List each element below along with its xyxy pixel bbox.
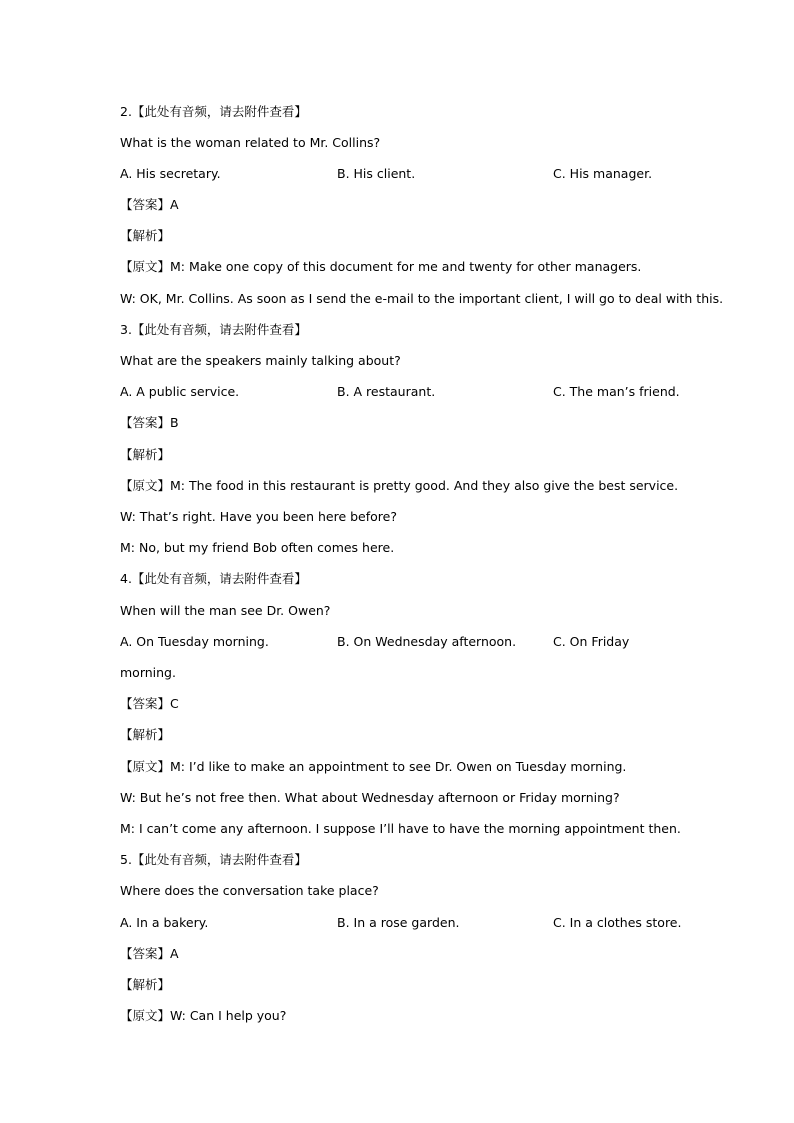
option-c: C. In a clothes store.: [553, 915, 682, 930]
option-b: B. A restaurant.: [337, 384, 436, 399]
answer-tag: 【答案】: [120, 946, 171, 961]
answer-value: B: [170, 415, 179, 430]
question-header: 4.【此处有音频，请去附件查看】: [120, 571, 307, 586]
analysis-tag: 【解析】: [120, 727, 171, 742]
answer-tag: 【答案】: [120, 197, 171, 212]
analysis-tag: 【解析】: [120, 447, 171, 462]
option-c: C. On Friday: [553, 634, 630, 649]
transcript-tag: 【原文】: [120, 759, 171, 774]
transcript-text: W: But he’s not free then. What about Wednesday afternoon or Friday morning?: [120, 790, 620, 805]
document-page: [120, 0, 724, 1123]
analysis-tag: 【解析】: [120, 228, 171, 243]
transcript-tag: 【原文】: [120, 478, 171, 493]
answer-value: C: [170, 696, 179, 711]
answer-value: A: [170, 946, 179, 961]
question-text: Where does the conversation take place?: [120, 883, 379, 898]
option-a: A. In a bakery.: [120, 915, 209, 930]
answer-tag: 【答案】: [120, 415, 171, 430]
transcript-text: M: Make one copy of this document for me and twenty for other managers.: [170, 259, 642, 274]
option-a: A. His secretary.: [120, 166, 221, 181]
answer-line: [120, 946, 179, 962]
option-b: B. In a rose garden.: [337, 915, 460, 930]
transcript-line: [120, 1008, 286, 1024]
question-text: What are the speakers mainly talking about?: [120, 353, 401, 368]
transcript-text: W: That’s right. Have you been here before?: [120, 509, 397, 524]
analysis-tag: 【解析】: [120, 977, 171, 992]
transcript-line: [120, 259, 641, 275]
transcript-text: M: I’d like to make an appointment to see Dr. Owen on Tuesday morning.: [170, 759, 627, 774]
option-a: A. A public service.: [120, 384, 240, 399]
option-a: A. On Tuesday morning.: [120, 634, 269, 649]
transcript-text: M: No, but my friend Bob often comes here.: [120, 540, 395, 555]
answer-value: A: [170, 197, 179, 212]
answer-line: [120, 197, 179, 213]
answer-tag: 【答案】: [120, 696, 171, 711]
question-header: 2.【此处有音频，请去附件查看】: [120, 104, 307, 119]
transcript-text: W: Can I help you?: [170, 1008, 287, 1023]
transcript-line: [120, 759, 626, 775]
question-header: 3.【此处有音频，请去附件查看】: [120, 322, 307, 337]
transcript-line: [120, 478, 678, 494]
transcript-tag: 【原文】: [120, 259, 171, 274]
option-c: C. The man’s friend.: [553, 384, 680, 399]
option-b: B. His client.: [337, 166, 416, 181]
question-text: What is the woman related to Mr. Collins?: [120, 135, 381, 150]
transcript-text: M: I can’t come any afternoon. I suppose I’ll have to have the morning appointment then.: [120, 821, 681, 836]
transcript-text: M: The food in this restaurant is pretty good. And they also give the best service.: [170, 478, 679, 493]
question-text: When will the man see Dr. Owen?: [120, 603, 331, 618]
transcript-tag: 【原文】: [120, 1008, 171, 1023]
question-header: 5.【此处有音频，请去附件查看】: [120, 852, 307, 867]
answer-line: [120, 696, 179, 712]
option-c: C. His manager.: [553, 166, 653, 181]
option-b: B. On Wednesday afternoon.: [337, 634, 517, 649]
option-c-continuation: morning.: [120, 665, 176, 680]
answer-line: [120, 415, 179, 431]
transcript-text: W: OK, Mr. Collins. As soon as I send the e-mail to the important client, I will go to deal with this.: [120, 291, 724, 306]
